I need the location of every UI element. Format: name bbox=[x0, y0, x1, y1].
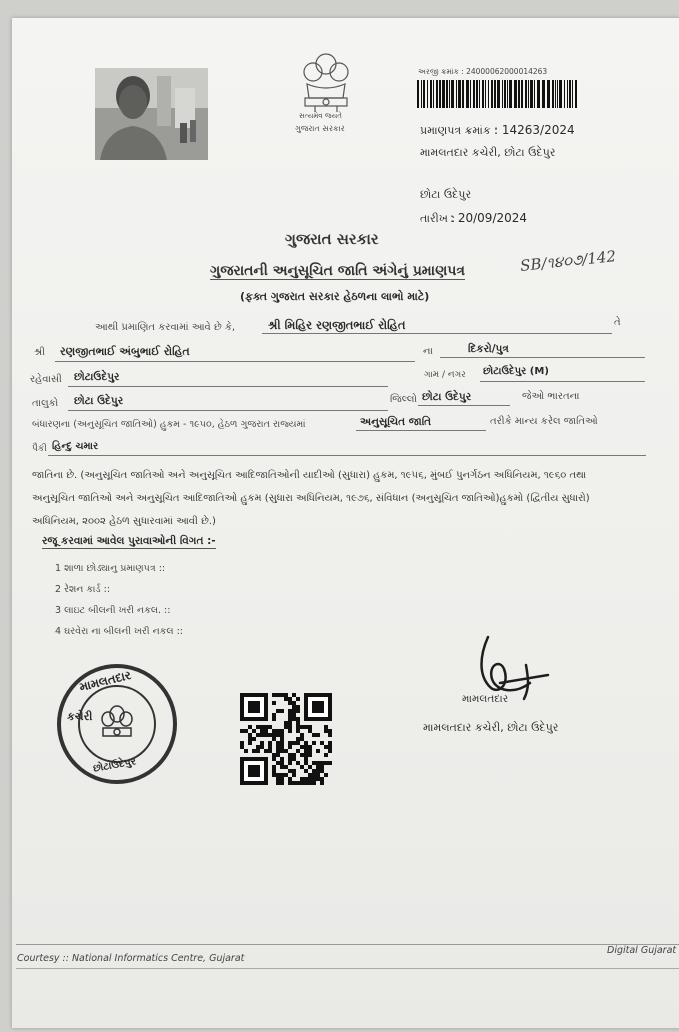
seal-bottom-text: છોટાઉદેપુર bbox=[92, 756, 137, 775]
government-title: ગુજરાત સરકાર bbox=[285, 230, 379, 248]
shri-label: શ્રી bbox=[34, 347, 46, 358]
official-seal bbox=[55, 662, 179, 786]
certificate-number: : 14263/2024 bbox=[494, 123, 575, 137]
application-number: અરજી ક્રમાંક : 24000062000014263 bbox=[418, 67, 548, 76]
district: છોટા ઉદેપુર bbox=[422, 391, 472, 403]
district-label: જિલ્લો bbox=[390, 394, 417, 405]
village-label: ગામ / નગર bbox=[424, 370, 466, 380]
applicant-name: શ્રી મિહિર રણજીતભાઈ રોહિત bbox=[268, 318, 406, 332]
evidence-item: 2 રેશન કાર્ડ :: bbox=[55, 584, 111, 595]
signatory-office: મામલતદાર કચેરી, છોટા ઉદેપુર bbox=[423, 721, 559, 734]
legal-paragraph bbox=[32, 464, 590, 533]
state-emblem bbox=[293, 50, 359, 138]
issue-place: છોટા ઉદેપુર bbox=[420, 188, 472, 201]
order-text: બંધારણના (અનુસૂચિત જાતિઓ) હુકમ - ૧૯૫૦, હેઠળ ગુજરાત રાજ્યમાં bbox=[32, 419, 306, 430]
footer-divider bbox=[16, 944, 679, 945]
issue-date: : 20/09/2024 bbox=[450, 211, 528, 225]
certificate-number-label: પ્રમાણપત્ર ક્રમાંક : bbox=[420, 124, 498, 137]
village-underline bbox=[480, 381, 645, 382]
date-label: તારીખ : bbox=[420, 212, 456, 225]
india-text: જેઓ ભારતના bbox=[522, 391, 580, 402]
father-underline bbox=[55, 361, 415, 362]
issuer-office: મામલતદાર કચેરી, છોટા ઉદેપુર bbox=[420, 146, 556, 159]
resident: છોટાઉદેપુર bbox=[74, 371, 120, 383]
caste-label: પૈકી bbox=[32, 444, 47, 454]
evidence-item: 3 લાઇટ બીલની ખરી નકલ. :: bbox=[55, 605, 171, 616]
resident-label: રહેવાસી bbox=[30, 374, 62, 385]
handwritten-reference: SB/૧૪૦૭/142 bbox=[519, 247, 617, 275]
te-text: તે bbox=[614, 317, 621, 328]
relation-underline bbox=[440, 357, 645, 358]
legal-line-1: જાતિના છે. (અનુસૂચિત જાતિઓ અને અનુસૂચિત આદિજાતિઓની યાદીઓ (સુધારા) હુકમ, ૧૯૫૬, મુંબઈ પુનર્ગઠન અધિનિયમ, ૧૯૬૦ તથા bbox=[32, 470, 587, 481]
applicant-photo bbox=[95, 68, 208, 160]
seal-top-text: મામલતદાર bbox=[77, 667, 133, 695]
evidence-heading: રજૂ કરવામાં આવેલ પુરાવાઓની વિગત :- bbox=[42, 535, 216, 547]
village: છોટાઉદેપુર (M) bbox=[483, 366, 549, 377]
footer-bottom-divider bbox=[16, 968, 679, 969]
emblem-motto: સત્યમેવ જયતે bbox=[299, 112, 342, 120]
legal-line-3: અધિનિયમ, ૨૦૦૨ હેઠળ સુધારવામાં આવી છે.) bbox=[32, 516, 216, 527]
footer-brand: Digital Gujarat bbox=[607, 945, 677, 956]
qr-code bbox=[240, 693, 332, 789]
seal-mid-text: કચેરી bbox=[67, 710, 93, 723]
category-underline bbox=[356, 430, 486, 431]
recognized-text: તરીકે માન્ય કરેલ જાતિઓ bbox=[490, 416, 598, 427]
signatory-title: મામલતદાર bbox=[462, 693, 509, 705]
na-label: ના bbox=[423, 346, 433, 357]
taluka: છોટા ઉદેપુર bbox=[74, 395, 124, 407]
barcode bbox=[417, 80, 579, 112]
caste-category: અનુસૂચિત જાતિ bbox=[360, 416, 432, 428]
emblem-caption: ગુજરાત સરકાર bbox=[295, 124, 345, 133]
taluka-label: તાલુકો bbox=[32, 398, 59, 409]
footer-courtesy: Courtesy :: National Informatics Centre, Gujarat bbox=[17, 953, 245, 964]
taluka-underline bbox=[68, 410, 388, 411]
legal-line-2: અનુસૂચિત જાતિઓ અને અનુસૂચિત આદિજાતિઓ હુકમ (સુધારા અધિનિયમ, ૧૯૭૬, સંવિધાન (અનુસૂચિત જાતિઓ)હુકમો (દ્વિતીય સુધારો) bbox=[32, 493, 590, 504]
name-underline bbox=[262, 333, 612, 334]
district-underline bbox=[418, 405, 510, 406]
evidence-item: 1 શાળા છોડ્યાનુ પ્રમાણપત્ર :: bbox=[55, 563, 166, 574]
intro-text: આથી પ્રમાણિત કરવામાં આવે છે કે, bbox=[95, 322, 236, 333]
certificate-title: ગુજરાતની અનુસૂચિત જાતિ અંગેનું પ્રમાણપત્ર bbox=[210, 263, 466, 279]
relation: દિકરો/પુત્ર bbox=[468, 343, 509, 355]
caste-underline bbox=[48, 455, 646, 456]
caste: હિન્દુ ચમાર bbox=[52, 441, 99, 452]
certificate-note: (ફક્ત ગુજરાત સરકાર હેઠળના લાભો માટે) bbox=[240, 290, 430, 303]
resident-underline bbox=[68, 386, 388, 387]
father-name: રણજીતભાઈ અંબુભાઈ રોહિત bbox=[60, 345, 190, 358]
evidence-item: 4 ઘરવેરા ના બીલની ખરી નકલ :: bbox=[55, 626, 183, 637]
